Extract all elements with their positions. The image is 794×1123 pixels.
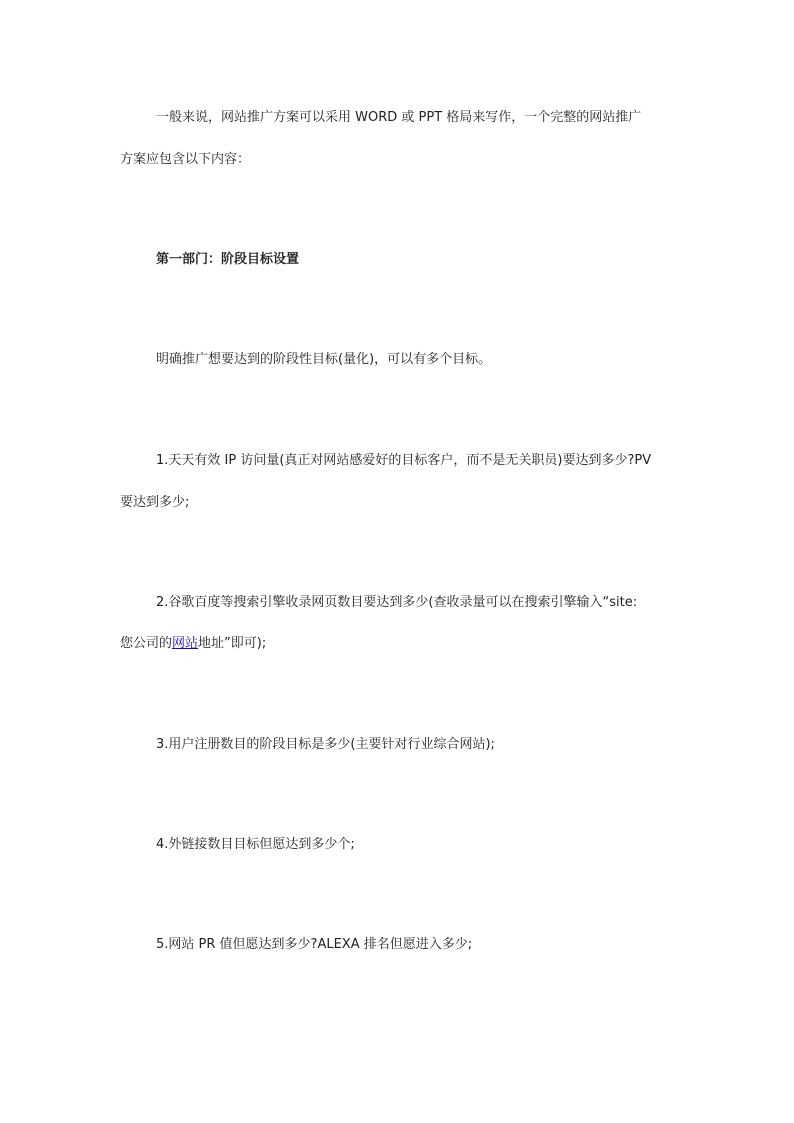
intro-line-1: 一般来说，网站推广方案可以采用 WORD 或 PPT 格局来写作，一个完整的网站推广 — [156, 110, 642, 125]
item-2-line-1: 2.谷歌百度等搜索引擎收录网页数目要达到多少(查收录量可以在搜索引擎输入“site: — [156, 595, 638, 610]
section-intro: 明确推广想要达到的阶段性目标(量化)，可以有多个目标。 — [156, 352, 492, 367]
item-2-line-2 — [120, 636, 266, 652]
item-5: 5.网站 PR 值但愿达到多少?ALEXA 排名但愿进入多少; — [156, 937, 473, 952]
item-1-line-2: 要达到多少; — [120, 495, 190, 510]
website-link[interactable]: 网站 — [172, 636, 199, 651]
item-1-line-1: 1.天天有效 IP 访问量(真正对网站感爱好的目标客户，而不是无关职员)要达到多少?PV — [156, 453, 652, 468]
item-2-line-2-before: 您公司的 — [120, 636, 173, 651]
item-4: 4.外链接数目目标但愿达到多少个; — [156, 837, 355, 852]
intro-line-2: 方案应包含以下内容： — [120, 152, 251, 167]
item-3: 3.用户注册数目的阶段目标是多少(主要针对行业综合网站); — [156, 737, 495, 752]
item-2-line-2-after: 地址”即可); — [198, 636, 267, 651]
section-heading: 第一部门：阶段目标设置 — [156, 252, 300, 267]
